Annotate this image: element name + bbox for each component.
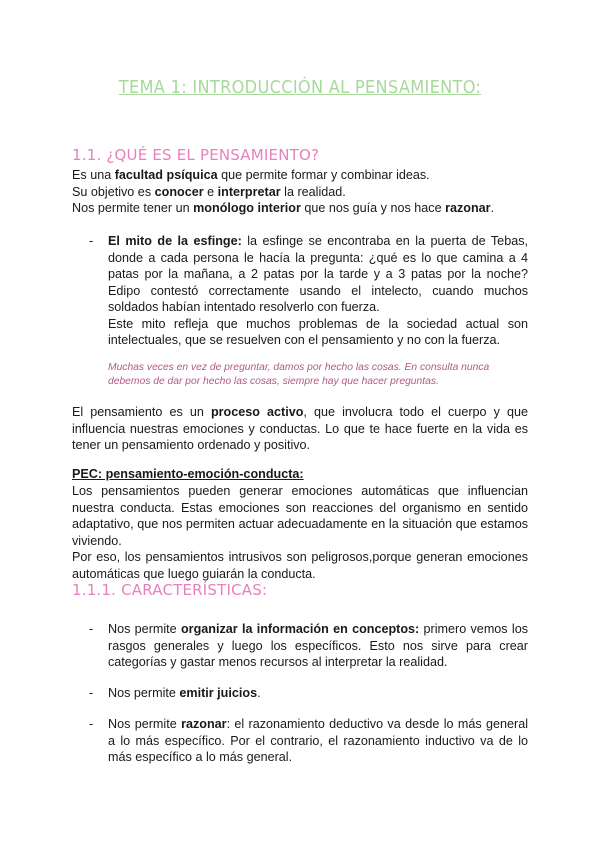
- pec-heading: PEC: pensamiento-emoción-conducta:: [72, 467, 304, 481]
- bold-term: interpretar: [217, 184, 281, 199]
- bold-term: facultad psíquica: [114, 168, 218, 182]
- text: Por eso, los pensamientos intrusivos son peligrosos,porque generan emociones automáticas que luego guiarán la conducta.: [72, 550, 528, 581]
- text: e: [203, 184, 218, 199]
- text: primero vemos los rasgos generales y luego los específicos. Esto nos sirve para crear categorías y gastar menos recursos al interpretar la realidad.: [108, 622, 528, 669]
- list-item-esfinge: [108, 233, 528, 349]
- list-item-razonar: [108, 716, 528, 766]
- intro-paragraph: [72, 167, 528, 217]
- bold-term: razonar: [445, 201, 491, 215]
- text: .: [490, 201, 495, 215]
- text: Este mito refleja que muchos problemas de la sociedad actual son intelectuales, que se resuelven con el pensamiento y no con la fuerza.: [108, 316, 528, 347]
- text: la esfinge se encontraba en la puerta de Tebas, donde a cada persona le hacía la pregunta: ¿qué es lo que camina a 4 patas por la mañana, a 2 patas por la tarde y a 3 patas por la noche? Edipo contestó correctamente usando el intelecto, cuando muchos soldados habían intentado resolverlo con fuerza.: [108, 234, 528, 314]
- bold-term: El mito de la esfinge:: [108, 234, 242, 248]
- bold-term: organizar la información en conceptos:: [180, 622, 420, 636]
- bold-term: emitir juicios: [179, 686, 258, 700]
- list-item-juicios: [108, 685, 528, 702]
- page-title: TEMA 1: INTRODUCCIÓN AL PENSAMIENTO:: [118, 77, 482, 98]
- bold-term: conocer: [154, 184, 204, 199]
- text: que nos guía y nos hace: [300, 201, 446, 215]
- text: El pensamiento es un: [72, 405, 211, 419]
- text: Es una: [72, 168, 115, 182]
- text: la realidad.: [280, 184, 346, 199]
- text: que permite formar y combinar ideas.: [217, 168, 430, 182]
- italic-note: Muchas veces en vez de preguntar, damos por hecho las cosas. En consulta nunca debemos de dar por hecho las cosas, siempre hay que hacer preguntas.: [108, 362, 490, 387]
- text: Nos permite: [108, 622, 181, 636]
- paragraph-proceso-activo: [72, 404, 528, 454]
- section-heading-pensamiento: 1.1. ¿QUÉ ES EL PENSAMIENTO?: [72, 146, 320, 164]
- bold-term: proceso activo: [210, 405, 304, 419]
- text: Su objetivo es: [72, 184, 155, 199]
- bullet-mark: -: [89, 686, 94, 700]
- list-item-conceptos: [108, 621, 528, 671]
- text: Nos permite: [108, 717, 182, 731]
- section-heading-caracteristicas: 1.1.1. CARACTERÍSTICAS:: [72, 581, 268, 599]
- text: Nos permite tener un: [72, 201, 194, 215]
- text: .: [257, 686, 261, 700]
- text: , que involucra todo el cuerpo y que influencia nuestras emociones y conductas. Lo que te hace fuerte en la vida es tener un pensamiento ordenado y positivo.: [72, 405, 528, 452]
- bold-term: monólogo interior: [193, 201, 301, 215]
- bullet-mark: -: [89, 717, 94, 731]
- bullet-mark: -: [89, 622, 94, 636]
- text: : el razonamiento deductivo va desde lo más general a lo más específico. Por el contrario, el razonamiento inductivo va de lo más específico a lo más general.: [108, 717, 528, 764]
- bullet-mark: -: [89, 234, 94, 248]
- bold-term: razonar: [181, 717, 227, 731]
- text: Nos permite: [108, 686, 180, 700]
- paragraph-pec: [72, 483, 528, 582]
- text: Los pensamientos pueden generar emociones automáticas que influencian nuestra conducta. Estas emociones son reacciones del organismo en sentido adaptativo, que nos permiten actuar adecuadamente en la situación que estamos viviendo.: [72, 484, 528, 548]
